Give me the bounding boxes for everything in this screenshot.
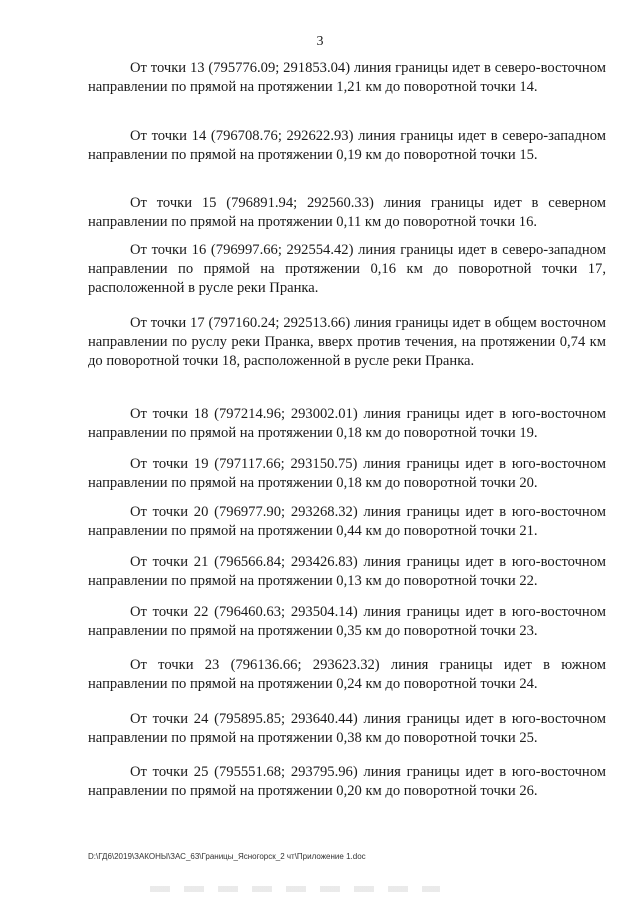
paragraph-point-18: От точки 18 (797214.96; 293002.01) линия границы идет в юго-восточном направлении по прямой на протяжении 0,18 км до поворотной точки 19. [88, 406, 606, 441]
scan-artifact [150, 886, 440, 892]
paragraph-point-24: От точки 24 (795895.85; 293640.44) линия границы идет в юго-восточном направлении по прямой на протяжении 0,38 км до поворотной точки 25. [88, 711, 606, 746]
paragraph-point-13: От точки 13 (795776.09; 291853.04) линия границы идет в северо-восточном направлении по прямой на протяжении 1,21 км до поворотной точки 14. [88, 60, 606, 95]
paragraph-point-21: От точки 21 (796566.84; 293426.83) линия границы идет в юго-восточном направлении по прямой на протяжении 0,13 км до поворотной точки 22. [88, 554, 606, 589]
paragraph-point-14: От точки 14 (796708.76; 292622.93) линия границы идет в северо-западном направлении по прямой на протяжении 0,19 км до поворотной точки 15. [88, 128, 606, 163]
paragraph-point-16: От точки 16 (796997.66; 292554.42) линия границы идет в северо-западном направлении по прямой на протяжении 0,16 км до поворотной точки 17, расположенной в русле реки Пранка. [88, 242, 606, 296]
document-file-path: D:\ГД6\2019\ЗАКОНЫ\ЗАС_63\Границы_Ясногорск_2 чт\Приложение 1.doc [88, 852, 366, 861]
paragraph-point-23: От точки 23 (796136.66; 293623.32) линия границы идет в южном направлении по прямой на протяжении 0,24 км до поворотной точки 24. [88, 657, 606, 692]
paragraph-point-17: От точки 17 (797160.24; 292513.66) линия границы идет в общем восточном направлении по руслу реки Пранка, вверх против течения, на протяжении 0,74 км до поворотной точки 18, расположенной в русле реки Пранка. [88, 315, 606, 369]
paragraph-point-19: От точки 19 (797117.66; 293150.75) линия границы идет в юго-восточном направлении по прямой на протяжении 0,18 км до поворотной точки 20. [88, 456, 606, 491]
paragraph-point-25: От точки 25 (795551.68; 293795.96) линия границы идет в юго-восточном направлении по прямой на протяжении 0,20 км до поворотной точки 26. [88, 764, 606, 799]
page-number: 3 [316, 34, 324, 49]
paragraph-point-20: От точки 20 (796977.90; 293268.32) линия границы идет в юго-восточном направлении по прямой на протяжении 0,44 км до поворотной точки 21. [88, 504, 606, 539]
paragraph-point-22: От точки 22 (796460.63; 293504.14) линия границы идет в юго-восточном направлении по прямой на протяжении 0,35 км до поворотной точки 23. [88, 604, 606, 639]
paragraph-point-15: От точки 15 (796891.94; 292560.33) линия границы идет в северном направлении по прямой на протяжении 0,11 км до поворотной точки 16. [88, 195, 606, 230]
